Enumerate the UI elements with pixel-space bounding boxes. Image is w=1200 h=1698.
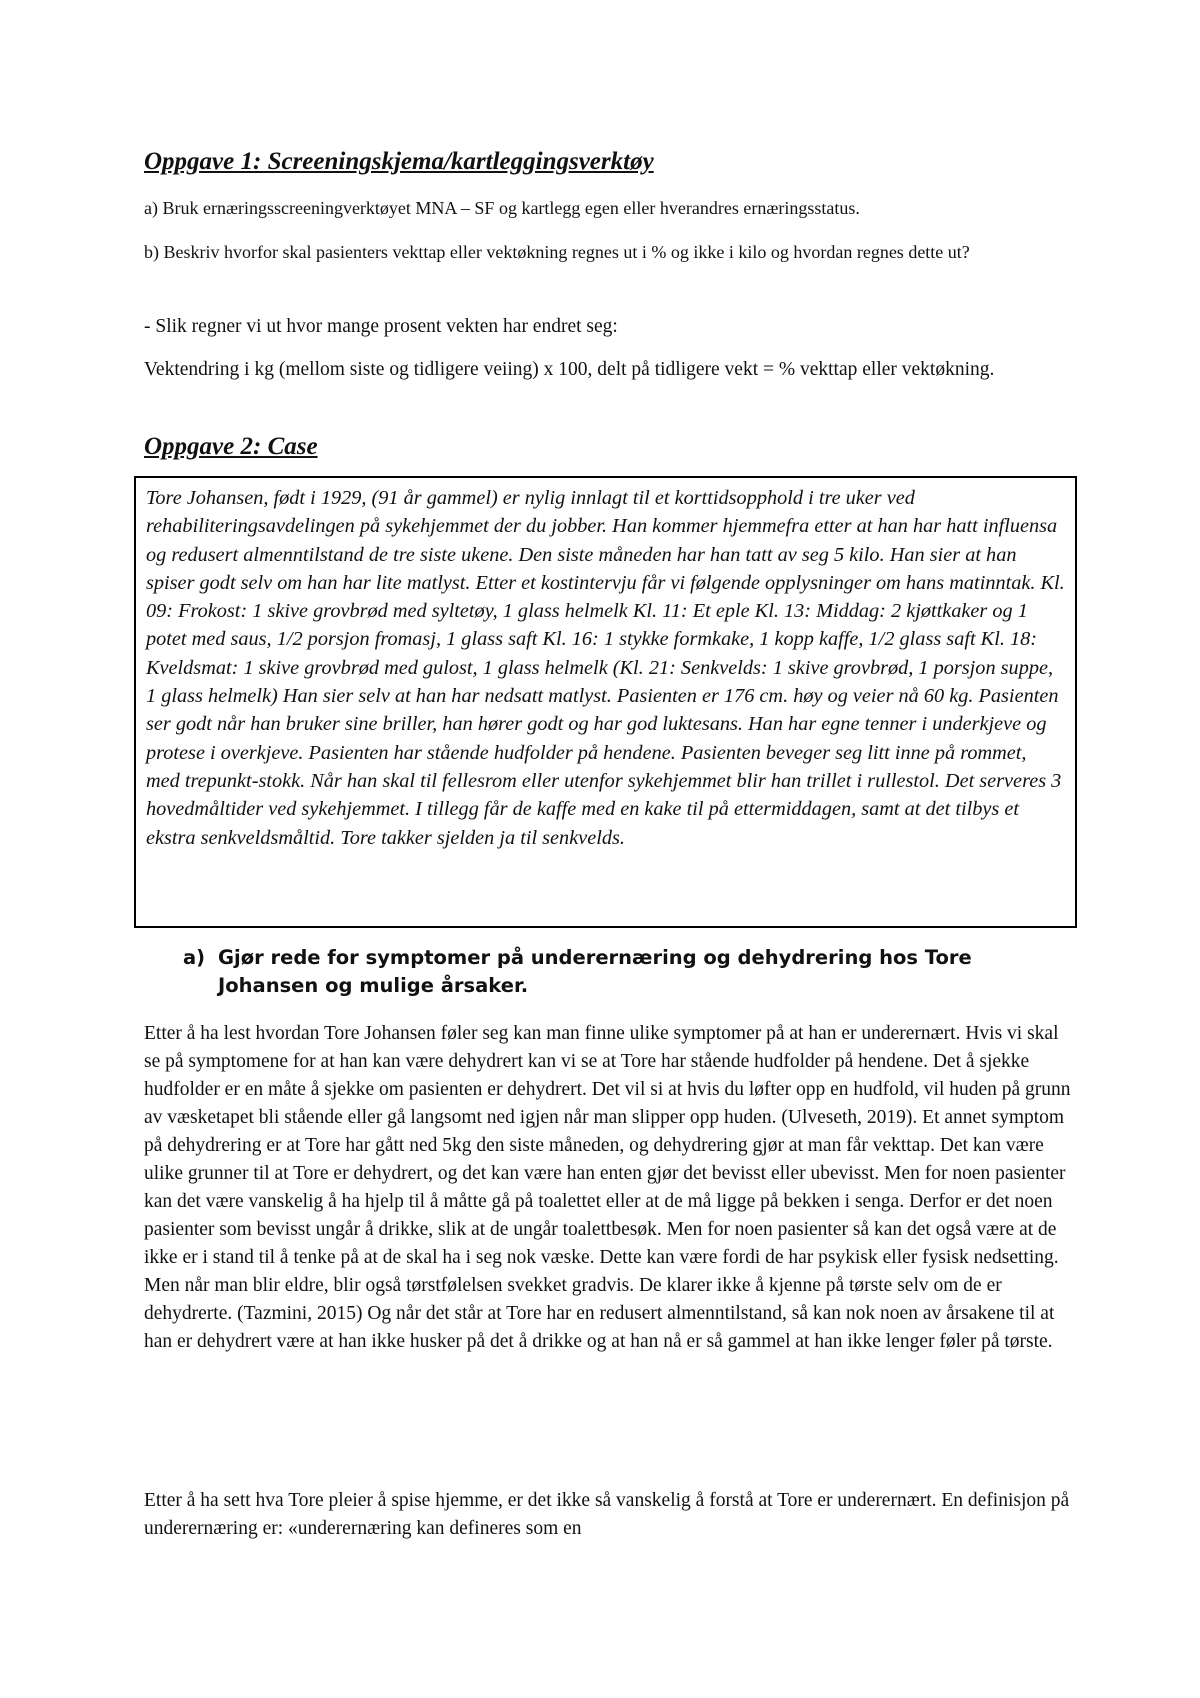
task1-answer-formula: Vektendring i kg (mellom siste og tidligere veiing) x 100, delt på tidligere vekt = % vekttap eller vektøkning. <box>144 359 995 380</box>
task2-heading: Oppgave 2: Case <box>144 433 318 460</box>
case-text: Tore Johansen, født i 1929, (91 år gammel) er nylig innlagt til et korttidsopphold i tre uker ved rehabiliteringsavdelingen på sykehjemmet der du jobber. Han kommer hjemmefra etter at han har hatt influensa og redusert almenntilstand de tre siste ukene. Den siste måneden har han tatt av seg 5 kilo. Han sier at han spiser godt selv om han har lite matlyst. Etter et kostintervju får vi følgende opplysninger om hans matinntak. Kl. 09: Frokost: 1 skive grovbrød med syltetøy, 1 glass helmelk Kl. 11: Et eple Kl. 13: Middag: 2 kjøttkaker og 1 potet med saus, 1/2 porsjon fromasj, 1 glass saft Kl. 16: 1 stykke formkake, 1 kopp kaffe, 1/2 glass saft Kl. 18: Kveldsmat: 1 skive grovbrød med gulost, 1 glass helmelk (Kl. 21: Senkvelds: 1 skive grovbrød, 1 porsjon suppe, 1 glass helmelk) Han sier selv at han har nedsatt matlyst. Pasienten er 176 cm. høy og veier nå 60 kg. Pasienten ser godt når han bruker sine briller, han hører godt og har god luktesans. Han har egne tenner i underkjeve og protese i overkjeve. Pasienten har stående hudfolder på hendene. Pasienten beveger seg litt inne på rommet, med trepunkt-stokk. Når han skal til fellesrom eller utenfor sykehjemmet blir han trillet i rullestol. Det serveres 3 hovedmåltider ved sykehjemmet. I tillegg får de kaffe med en kake til på ettermiddagen, samt at det tilbys et ekstra senkveldsmåltid. Tore takker sjelden ja til senkvelds. <box>146 487 1065 849</box>
question-a-number: a) <box>183 946 206 969</box>
case-box <box>134 476 1077 928</box>
question-a-text: Gjør rede for symptomer på underernæring og dehydrering hos Tore Johansen og mulige årsaker. <box>218 946 972 997</box>
task1-heading: Oppgave 1: Screeningskjema/kartleggingsverktøy <box>144 148 654 175</box>
answer-paragraph-1: Etter å ha lest hvordan Tore Johansen føler seg kan man finne ulike symptomer på at han er underernært. Hvis vi skal se på symptomene for at han kan være dehydrert kan vi se at Tore har stående hudfolder på hendene. Det å sjekke hudfolder er en måte å sjekke om pasienten er dehydrert. Det vil si at hvis du løfter opp en hudfold, vil huden på grunn av væsketapet bli stående eller gå langsomt ned igjen når man slipper opp huden. (Ulveseth, 2019). Et annet symptom på dehydrering er at Tore har gått ned 5kg den siste måneden, og dehydrering gjør at man får vekttap. Det kan være ulike grunner til at Tore er dehydrert, og det kan være han enten gjør det bevisst eller ubevisst. Men for noen pasienter kan det være vanskelig å ha hjelp til å måtte gå på toalettet eller at de må ligge på bekken i senga. Derfor er det noen pasienter som bevisst ungår å drikke, slik at de ungår toalettbesøk. Men for noen pasienter så kan det også være at de ikke er i stand til å tenke på at de skal ha i seg nok væske. Dette kan være fordi de har psykisk eller fysisk nedsetting. Men når man blir eldre, blir også tørstfølelsen svekket gradvis. De klarer ikke å kjenne på tørste selv om de er dehydrerte. (Tazmini, 2015) Og når det står at Tore har en redusert almenntilstand, så kan nok noen av årsakene til at han er dehydrert være at han ikke husker på det å drikke og at han nå er så gammel at han ikke lenger føler på tørste. <box>144 1023 1071 1352</box>
task1-question-a: a) Bruk ernæringsscreeningverktøyet MNA – SF og kartlegg egen eller hverandres ernæringsstatus. <box>144 198 860 218</box>
task1-question-b: b) Beskriv hvorfor skal pasienters vekttap eller vektøkning regnes ut i % og ikke i kilo og hvordan regnes dette ut? <box>144 242 970 262</box>
task1-answer-intro: - Slik regner vi ut hvor mange prosent vekten har endret seg: <box>144 316 618 337</box>
answer-paragraph-2: Etter å ha sett hva Tore pleier å spise hjemme, er det ikke så vanskelig å forstå at Tore er underernært. En definisjon på underernæring er: «underernæring kan defineres som en <box>144 1490 1070 1539</box>
